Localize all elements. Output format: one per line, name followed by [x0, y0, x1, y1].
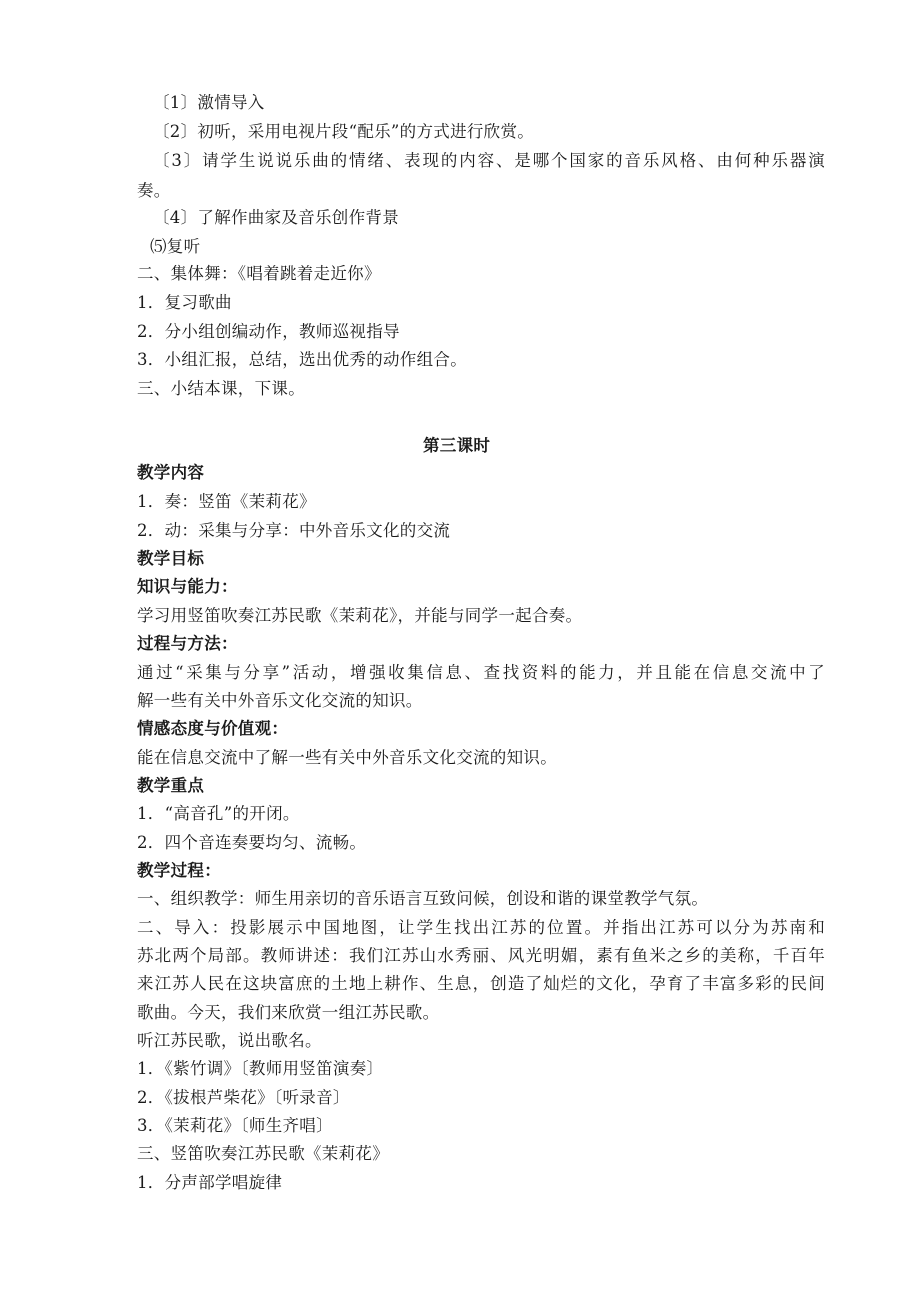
teaching-content-item-2: 2．动：采集与分享：中外音乐文化的交流: [137, 521, 451, 540]
section-2-heading: 二、集体舞：《唱着跳着走近你》: [137, 264, 381, 283]
procedure-step-1: 一、组织教学：师生用亲切的音乐语言互致问候，创设和谐的课堂教学气氛。: [137, 889, 709, 908]
song-1: 1．《紫竹调》〔教师用竖笛演奏〕: [137, 1059, 384, 1078]
song-3: 3．《茉莉花》〔师生齐唱〕: [137, 1116, 333, 1135]
step-3-line-1: 〔3〕请学生说说乐曲的情绪、表现的内容、是哪个国家的音乐风格、由何种乐器演: [153, 151, 825, 170]
key-point-1: 1．“高音孔”的开闭。: [137, 804, 300, 823]
lesson-3-section-3-item-1: 1．分声部学唱旋律: [137, 1173, 283, 1192]
procedure-step-2-line-4: 歌曲。今天，我们来欣赏一组江苏民歌。: [137, 1003, 440, 1022]
emotion-text: 能在信息交流中了解一些有关中外音乐文化交流的知识。: [137, 748, 557, 767]
section-2-item-1: 1．复习歌曲: [137, 293, 232, 312]
section-2-item-2: 2．分小组创编动作，教师巡视指导: [137, 322, 400, 341]
step-1: 〔1〕激情导入: [153, 93, 265, 112]
knowledge-heading: 知识与能力：: [137, 577, 238, 596]
process-text-line-1: 通过“采集与分享”活动，增强收集信息、查找资料的能力，并且能在信息交流中了: [137, 663, 825, 682]
listen-intro: 听江苏民歌，说出歌名。: [137, 1031, 322, 1050]
teaching-content-heading: 教学内容: [137, 463, 205, 482]
procedure-step-2-line-3: 来江苏人民在这块富庶的土地上耕作、生息，创造了灿烂的文化，孕育了丰富多彩的民间: [137, 974, 825, 993]
process-heading: 过程与方法：: [137, 634, 238, 653]
key-point-2: 2．四个音连奏要均匀、流畅。: [137, 833, 367, 852]
step-5: ⑸复听: [150, 237, 201, 256]
step-3-line-2: 奏。: [137, 181, 171, 200]
teaching-content-item-1: 1．奏：竖笛《茉莉花》: [137, 492, 316, 511]
lesson-3-title: 第三课时: [423, 436, 491, 455]
procedure-step-2-line-2: 苏北两个局部。教师讲述：我们江苏山水秀丽、风光明媚，素有鱼米之乡的美称，千百年: [137, 946, 825, 965]
step-4: 〔4〕了解作曲家及音乐创作背景: [153, 208, 399, 227]
section-3-heading: 三、小结本课，下课。: [137, 379, 305, 398]
song-2: 2．《拔根芦柴花》〔听录音〕: [137, 1088, 350, 1107]
emotion-heading: 情感态度与价值观：: [137, 719, 289, 738]
teaching-goals-heading: 教学目标: [137, 549, 205, 568]
key-points-heading: 教学重点: [137, 776, 205, 795]
knowledge-text: 学习用竖笛吹奏江苏民歌《茉莉花》，并能与同学一起合奏。: [137, 606, 583, 625]
step-2: 〔2〕初听，采用电视片段“配乐”的方式进行欣赏。: [153, 122, 535, 141]
procedure-heading: 教学过程：: [137, 861, 221, 880]
section-2-item-3: 3．小组汇报，总结，选出优秀的动作组合。: [137, 350, 467, 369]
lesson-3-section-3-heading: 三、竖笛吹奏江苏民歌《茉莉花》: [137, 1144, 389, 1163]
process-text-line-2: 解一些有关中外音乐文化交流的知识。: [137, 691, 423, 710]
procedure-step-2-line-1: 二、导入：投影展示中国地图，让学生找出江苏的位置。并指出江苏可以分为苏南和: [137, 918, 825, 937]
